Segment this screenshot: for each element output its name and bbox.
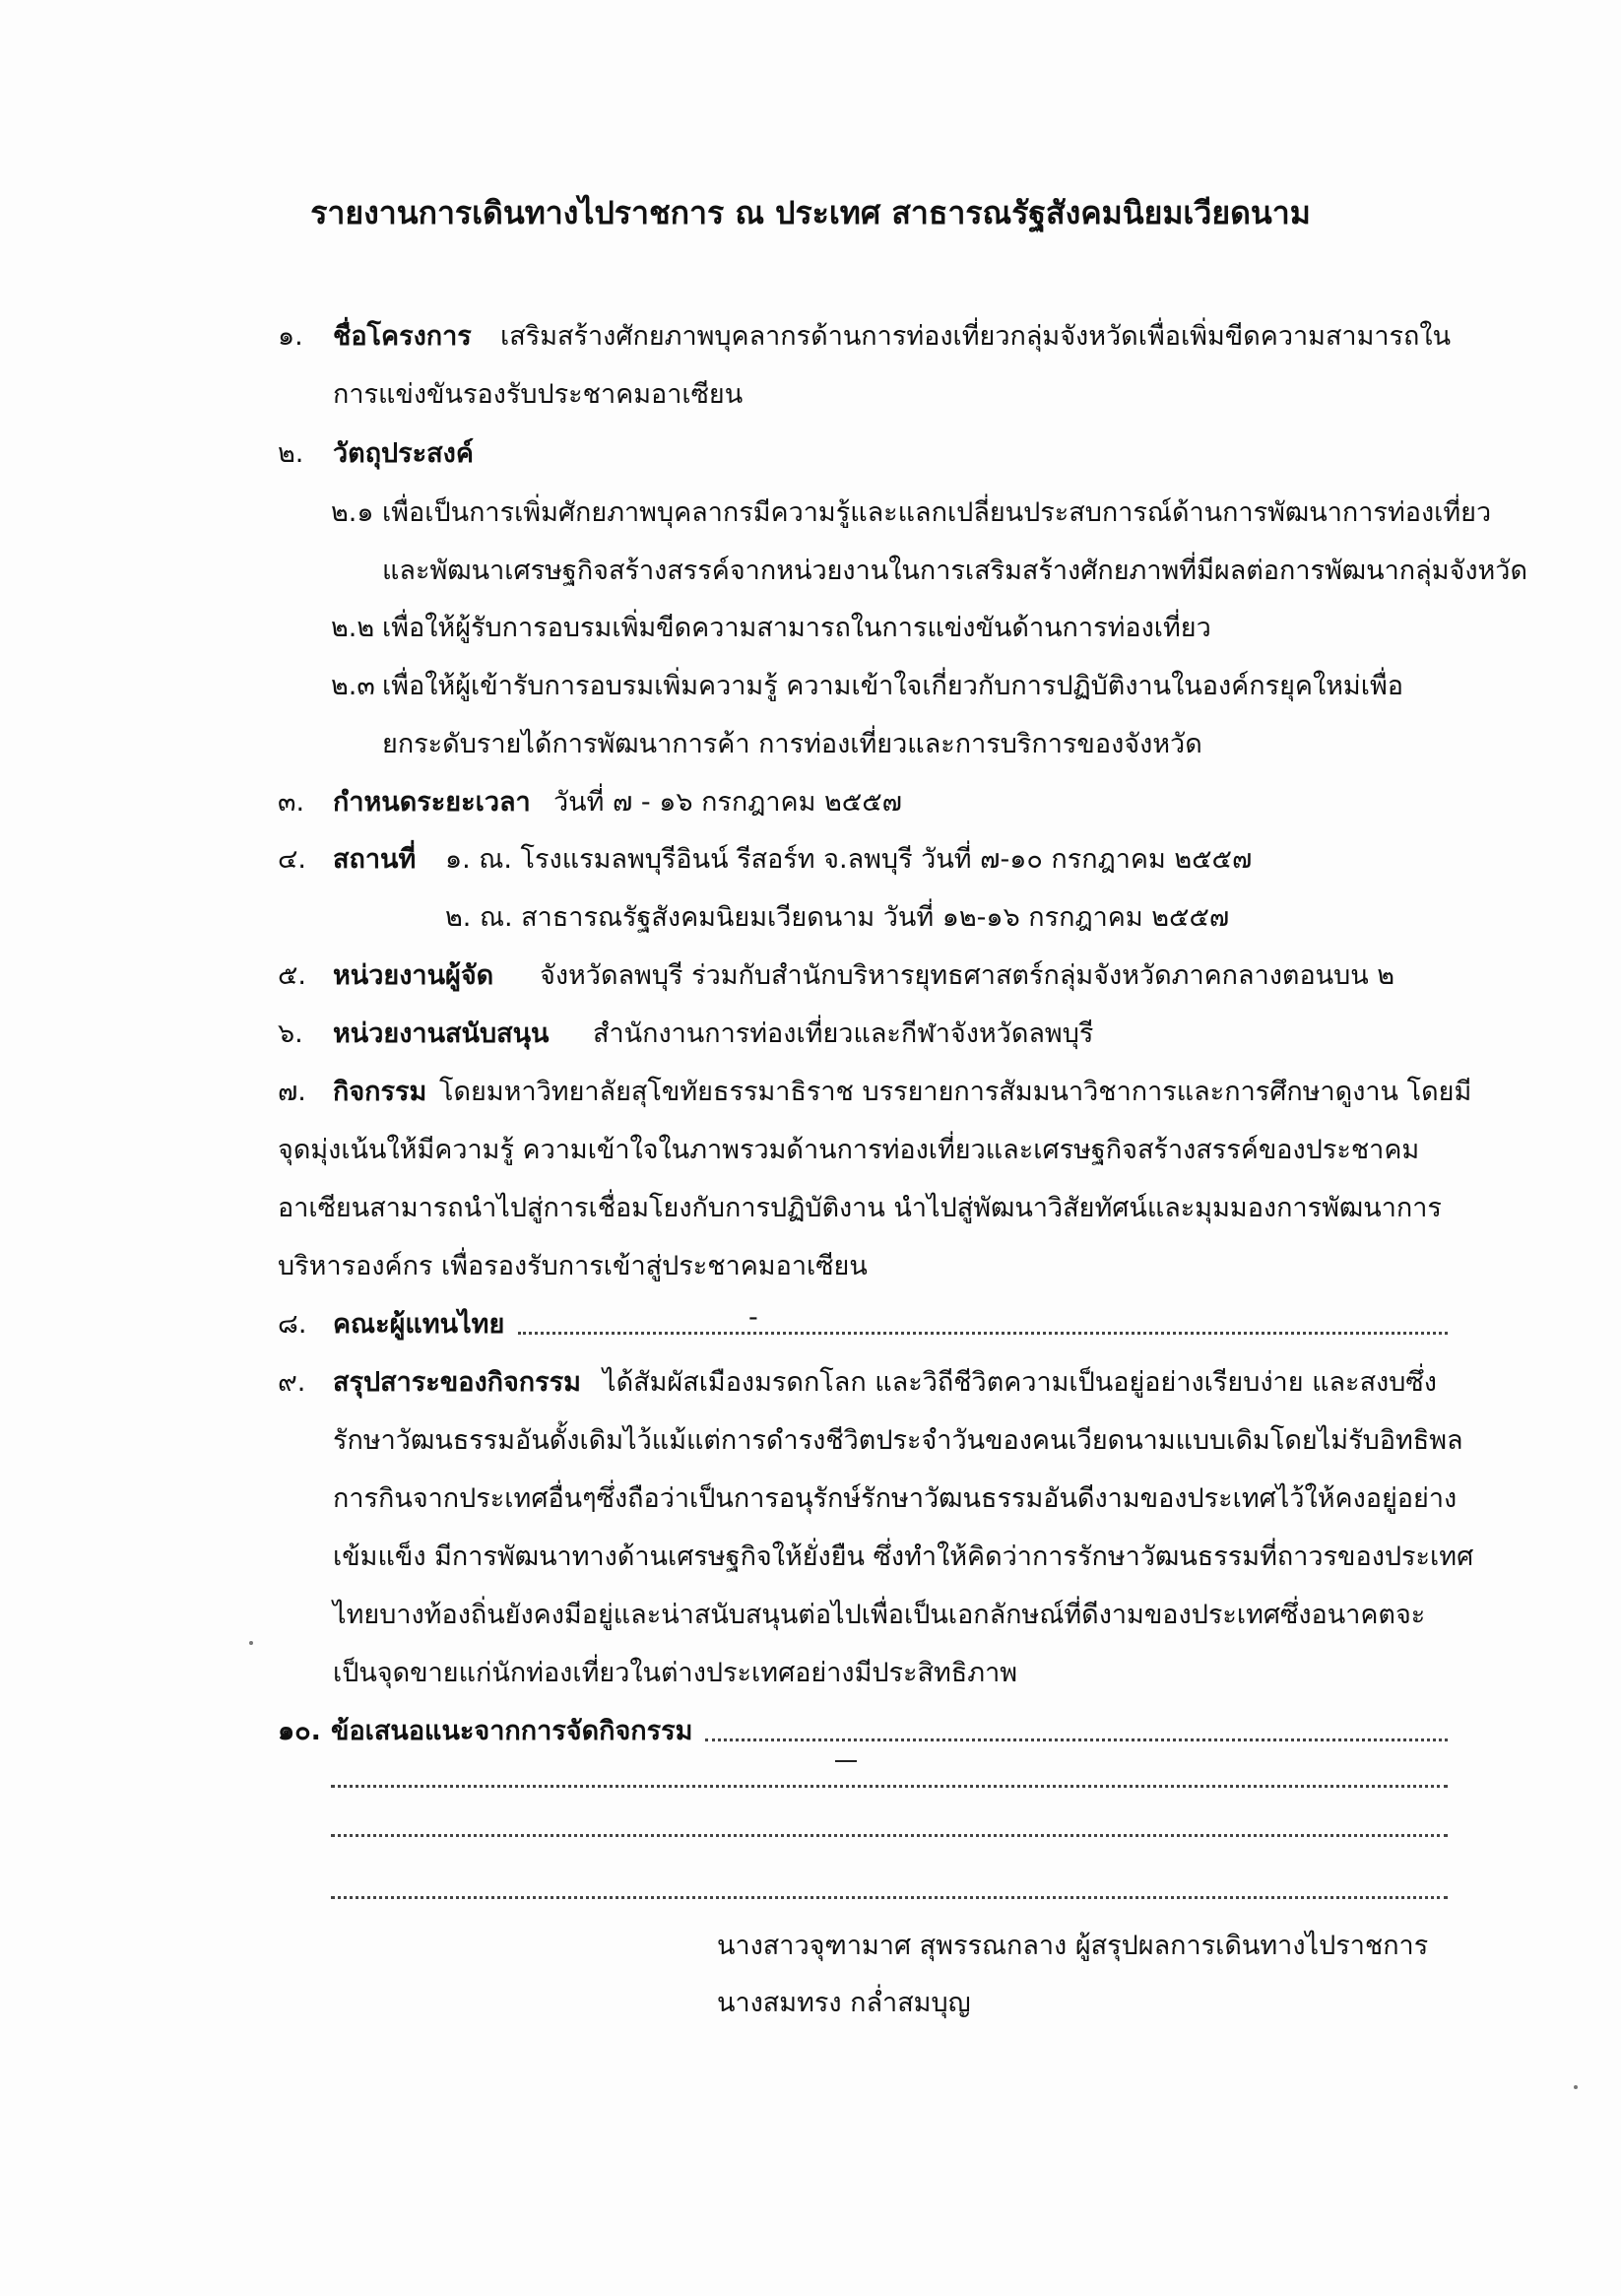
- fill-in-dotted-line: [331, 1896, 1448, 1899]
- section-5-text: จังหวัดลพบุรี ร่วมกับสำนักบริหารยุทธศาสตร์กลุ่มจังหวัดภาคกลางตอนบน ๒: [540, 960, 1395, 991]
- objective-2-2-text: เพื่อให้ผู้รับการอบรมเพิ่มขีดความสามารถในการแข่งขันด้านการท่องเที่ยว: [382, 613, 1211, 643]
- section-9-line: รักษาวัฒนธรรมอันดั้งเดิมไว้แม้แต่การดำรงชีวิตประจำวันของคนเวียดนามแบบเดิมโดยไม่รับอิทธิพล: [333, 1425, 1463, 1456]
- section-1-continuation: การแข่งขันรองรับประชาคมอาเซียน: [333, 379, 744, 410]
- section-9-line: การกินจากประเทศอื่นๆซึ่งถือว่าเป็นการอนุรักษ์รักษาวัฒนธรรมอันดีงามของประเทศไว้ให้คงอยู่อย่าง: [333, 1483, 1458, 1514]
- section-10-label: ข้อเสนอแนะจากการจัดกิจกรรม: [331, 1716, 693, 1746]
- section-8-label: คณะผู้แทนไทย: [333, 1309, 505, 1340]
- objective-2-2-number: ๒.๒: [331, 613, 375, 643]
- section-5-label: หน่วยงานผู้จัด: [333, 960, 494, 991]
- objective-2-3-text: เพื่อให้ผู้เข้ารับการอบรมเพิ่มความรู้ ความเข้าใจเกี่ยวกับการปฏิบัติงานในองค์กรยุคใหม่เพื่อ: [382, 671, 1403, 701]
- section-2-label: วัตถุประสงค์: [333, 438, 474, 469]
- scan-speck: [1574, 2085, 1578, 2089]
- handwritten-dash-mark: [835, 1760, 857, 1762]
- section-4-label: สถานที่: [333, 844, 417, 875]
- scan-speck: [249, 1641, 253, 1645]
- section-7-number: ๗.: [278, 1077, 306, 1107]
- section-3-text: วันที่ ๗ - ๑๖ กรกฎาคม ๒๕๕๗: [553, 787, 902, 818]
- objective-2-1-number: ๒.๑: [331, 497, 374, 528]
- section-8-number: ๘.: [278, 1309, 307, 1340]
- section-1-text: เสริมสร้างศักยภาพบุคลากรด้านการท่องเที่ยวกลุ่มจังหวัดเพื่อเพิ่มขีดความสามารถใน: [500, 321, 1452, 352]
- objective-2-1-continuation: และพัฒนาเศรษฐกิจสร้างสรรค์จากหน่วยงานในการเสริมสร้างศักยภาพที่มีผลต่อการพัฒนากลุ่มจังหวัด: [382, 556, 1527, 586]
- section-4-number: ๔.: [278, 844, 307, 875]
- page-title: รายงานการเดินทางไปราชการ ณ ประเทศ สาธารณรัฐสังคมนิยมเวียดนาม: [310, 194, 1311, 231]
- section-7-line: จุดมุ่งเน้นให้มีความรู้ ความเข้าใจในภาพรวมด้านการท่องเที่ยวและเศรษฐกิจสร้างสรรค์ของประชาคม: [278, 1135, 1420, 1165]
- section-7-line: บริหารองค์กร เพื่อรองรับการเข้าสู่ประชาคมอาเซียน: [278, 1251, 868, 1281]
- section-1-number: ๑.: [278, 321, 303, 352]
- section-3-label: กำหนดระยะเวลา: [333, 787, 531, 818]
- fill-in-dotted-line: [518, 1332, 1448, 1335]
- section-9-text: ได้สัมผัสเมืองมรดกโลก และวิถีชีวิตความเป็นอยู่อย่างเรียบง่าย และสงบซึ่ง: [603, 1367, 1437, 1398]
- section-7-line: อาเซียนสามารถนำไปสู่การเชื่อมโยงกับการปฏิบัติงาน นำไปสู่พัฒนาวิสัยทัศน์และมุมมองการพัฒนาการ: [278, 1193, 1442, 1223]
- section-6-label: หน่วยงานสนับสนุน: [333, 1018, 550, 1049]
- fill-in-dotted-line: [331, 1834, 1448, 1837]
- venue-line-2: ๒. ณ. สาธารณรัฐสังคมนิยมเวียดนาม วันที่ ๑๒-๑๖ กรกฎาคม ๒๕๕๗: [445, 902, 1230, 933]
- venue-line-1: ๑. ณ. โรงแรมลพบุรีอินน์ รีสอร์ท จ.ลพบุรี วันที่ ๗-๑๐ กรกฎาคม ๒๕๕๗: [445, 844, 1253, 875]
- objective-2-3-number: ๒.๓: [331, 671, 375, 701]
- objective-2-3-continuation: ยกระดับรายได้การพัฒนาการค้า การท่องเที่ยวและการบริการของจังหวัด: [382, 729, 1202, 759]
- objective-2-1-text: เพื่อเป็นการเพิ่มศักยภาพบุคลากรมีความรู้และแลกเปลี่ยนประสบการณ์ด้านการพัฒนาการท่องเที่ยว: [382, 497, 1492, 528]
- section-9-line: เป็นจุดขายแก่นักท่องเที่ยวในต่างประเทศอย่างมีประสิทธิภาพ: [333, 1658, 1018, 1688]
- fill-in-dotted-line: [705, 1738, 1448, 1741]
- section-9-label: สรุปสาระของกิจกรรม: [333, 1367, 581, 1398]
- section-7-label: กิจกรรม: [333, 1077, 427, 1107]
- section-7-text: โดยมหาวิทยาลัยสุโขทัยธรรมาธิราช บรรยายการสัมมนาวิชาการและการศึกษาดูงาน โดยมี: [439, 1077, 1472, 1107]
- section-8-mark: -: [748, 1302, 758, 1333]
- section-6-number: ๖.: [278, 1018, 303, 1049]
- section-9-line: ไทยบางท้องถิ่นยังคงมีอยู่และน่าสนับสนุนต่อไปเพื่อเป็นเอกลักษณ์ที่ดีงามของประเทศซึ่งอนาคตจะ: [333, 1600, 1426, 1630]
- section-10-number: ๑๐.: [278, 1716, 321, 1746]
- fill-in-dotted-line: [331, 1785, 1448, 1788]
- signature-line-2: นางสมทรง กล่ำสมบุญ: [717, 1988, 971, 2018]
- section-5-number: ๕.: [278, 960, 307, 991]
- section-3-number: ๓.: [278, 787, 305, 818]
- section-9-line: เข้มแข็ง มีการพัฒนาทางด้านเศรษฐกิจให้ยั่งยืน ซึ่งทำให้คิดว่าการรักษาวัฒนธรรมที่ถาวรของประเทศ: [333, 1542, 1474, 1572]
- section-6-text: สำนักงานการท่องเที่ยวและกีฬาจังหวัดลพบุรี: [593, 1018, 1094, 1049]
- signature-line-1: นางสาวจุฑามาศ สุพรรณกลาง ผู้สรุปผลการเดินทางไปราชการ: [717, 1931, 1429, 1961]
- section-9-number: ๙.: [278, 1367, 306, 1398]
- section-1-label: ชื่อโครงการ: [333, 321, 472, 352]
- section-2-number: ๒.: [278, 438, 304, 469]
